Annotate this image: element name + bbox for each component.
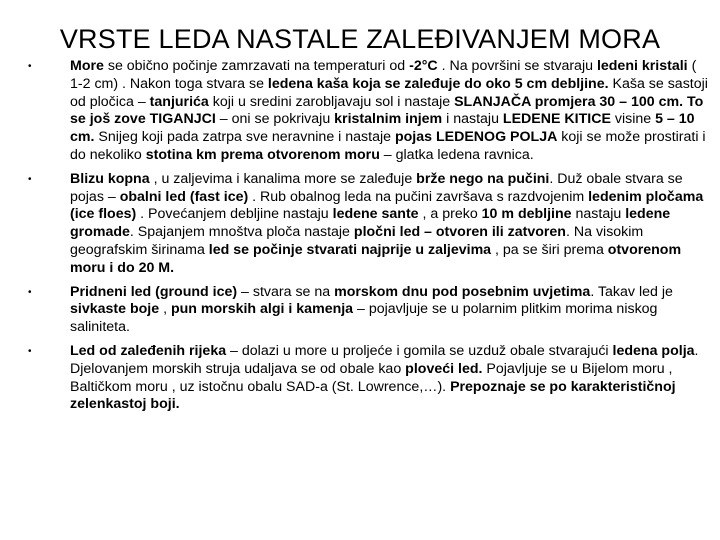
bullet-item <box>28 58 708 165</box>
bold-text-run: 10 m debljine <box>481 206 572 223</box>
text-run: Pojavljuje se u Bijelom moru , Baltičkom moru , uz istočnu obalu SAD-a (St. Lowrence,…). <box>70 360 673 395</box>
bold-text-run: ledena polja <box>612 342 695 359</box>
text-run: . Takav led je <box>590 283 673 300</box>
text-run: , pa se širi prema <box>491 241 608 258</box>
text-run: visine <box>610 111 656 128</box>
bold-text-run: morskom dnu pod posebnim uvjetima <box>334 283 591 300</box>
text-run: . Duž obale stvara se pojas – <box>70 170 683 205</box>
bullet-item <box>28 343 708 414</box>
bold-text-run: stotina km prema otvorenom moru <box>145 146 380 163</box>
bullet-list <box>28 58 708 420</box>
text-run: – pojavljuje se u polarnim plitkim morima niskog saliniteta. <box>70 301 658 336</box>
text-run: koji se može prostirati i do nekoliko <box>70 129 706 163</box>
bullet-item <box>28 171 708 278</box>
bold-text-run: Pridneni led (ground ice) <box>70 283 238 300</box>
bold-text-run: -2°C <box>409 58 438 74</box>
text-run: , a preko <box>418 206 482 223</box>
text-run: nastaju <box>571 206 626 223</box>
text-run: . Rub obalnog leda na pučini završava s razdvojenim <box>248 188 589 205</box>
bold-text-run: ploveći led. <box>405 360 483 377</box>
text-run: . Na površini se stvaraju <box>437 58 597 74</box>
bold-text-run: sivkaste boje <box>70 301 160 318</box>
text-run: – stvara se na <box>237 283 335 300</box>
bold-text-run: Prepoznaje se po karakterističnoj zelenkastoj boji. <box>70 378 676 413</box>
bold-text-run: pločni led – otvoren ili zatvoren <box>353 224 566 241</box>
bold-text-run: SLANJAČA promjera 30 – 100 cm. To se još zove TIGANJCI <box>70 93 704 128</box>
bold-text-run: brže nego na pučini <box>416 170 550 187</box>
text-run: . Djelovanjem morskih struja udaljava se od obale kao <box>70 342 699 377</box>
bold-text-run: Blizu kopna <box>70 170 150 187</box>
bold-text-run: ledena kaša koja se zaleđuje do oko 5 cm debljine. <box>267 75 609 92</box>
bold-text-run: pojas LEDENOG POLJA <box>394 129 558 146</box>
bold-text-run: obalni led (fast ice) <box>119 188 249 205</box>
bold-text-run: Led od zaleđenih rijeka <box>70 342 227 359</box>
bold-text-run: LEDENE KITICE <box>502 111 611 128</box>
text-run: . Povećanjem debljine nastaju <box>136 206 333 223</box>
bullet-dot-icon: • <box>28 173 32 185</box>
bold-text-run: ledeni kristali <box>596 58 688 74</box>
bold-text-run: 5 – 10 cm. <box>70 111 695 146</box>
text-run: ( 1-2 cm) . Nakon toga stvara se <box>70 58 697 92</box>
text-run: Snijeg koji pada zatrpa sve neravnine i nastaje <box>94 129 395 146</box>
text-run: i nastaju <box>442 111 503 128</box>
text-run: koji u sredini zarobljavaju sol i nastaje <box>208 93 455 110</box>
bold-text-run: ledene sante <box>332 206 419 223</box>
text-run: . Spajanjem mnoštva ploča nastaje <box>129 224 354 241</box>
text-run: . Na visokim geografskim širinama <box>70 224 644 258</box>
bold-text-run: tanjurića <box>149 93 209 110</box>
bold-text-run: pun morskih algi i kamenja <box>170 301 354 318</box>
text-run: se obično počinje zamrzavati na temperaturi od <box>103 58 410 74</box>
slide-title: VRSTE LEDA NASTALE ZALEĐIVANJEM MORA <box>59 24 661 54</box>
bold-text-run: ledenim pločama (ice floes) <box>70 188 704 223</box>
bullet-text <box>70 58 708 163</box>
text-run: Kaša se sastoji od pločica – <box>70 75 708 110</box>
bullet-item <box>28 284 708 337</box>
bullet-dot-icon: • <box>28 61 32 72</box>
bullet-text <box>70 343 698 412</box>
text-run: – oni se pokrivaju <box>215 111 335 128</box>
bold-text-run: otvorenom moru i do 20 M. <box>70 241 682 276</box>
text-run: , u zaljevima i kanalima more se zaleđuje <box>149 170 417 187</box>
bold-text-run: led se počinje stvarati najprije u zaljevima <box>208 241 492 258</box>
bullet-text <box>70 171 703 276</box>
bold-text-run: More <box>70 58 104 74</box>
text-run: , <box>159 301 171 318</box>
bullet-dot-icon: • <box>28 286 32 298</box>
bullet-dot-icon: • <box>28 345 32 357</box>
text-run: – dolazi u more u proljeće i gomila se uzduž obale stvarajući <box>226 342 613 359</box>
bullet-text <box>70 284 673 336</box>
text-run: – glatka ledena ravnica. <box>379 146 534 163</box>
bold-text-run: ledene gromade <box>70 206 671 241</box>
bold-text-run: kristalnim injem <box>334 111 443 128</box>
